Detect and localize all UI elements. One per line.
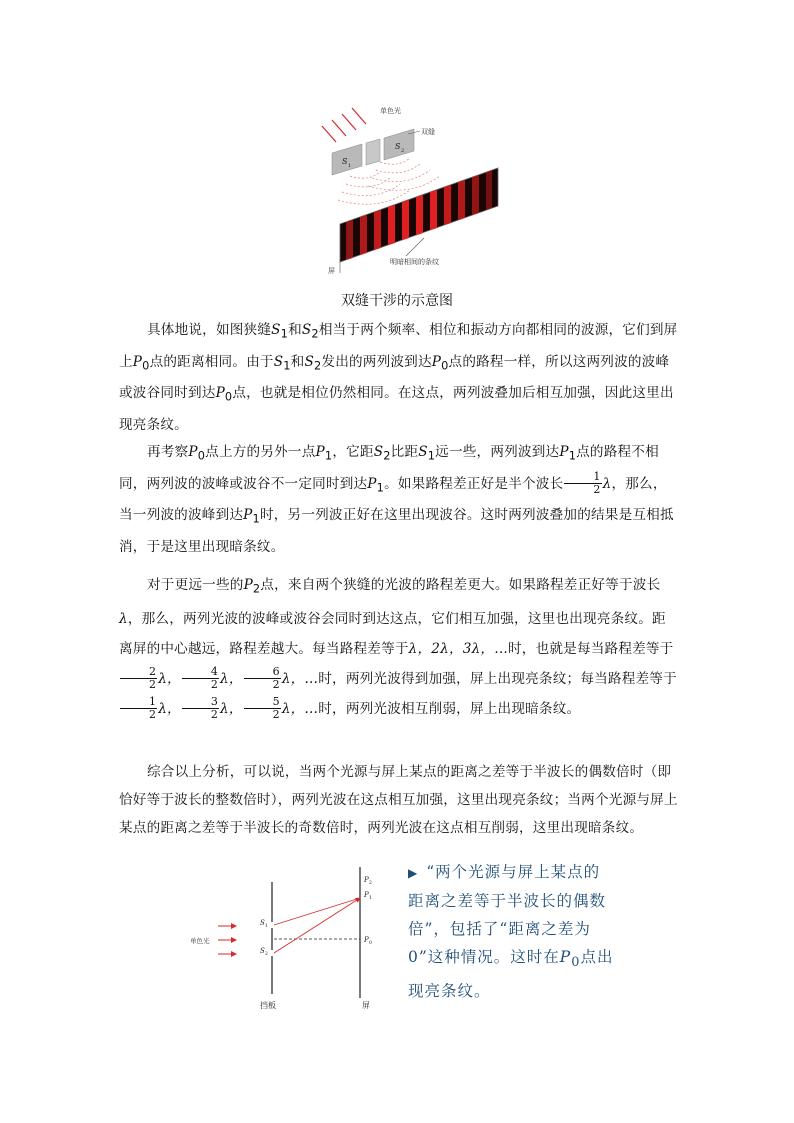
s2-label: S: [395, 142, 401, 151]
double-slit-label: 双缝: [421, 128, 435, 136]
p2-label: P: [364, 876, 369, 884]
svg-text:2: 2: [369, 881, 372, 886]
paragraph-3: 对于更远一些的$P_2$点，来自两个狭缝的光波的路程差更大。如果路程差正好等于波长λ，那么，两列光波的波峰或波谷会同时到达这点，它们相互加强，这里也出现亮条纹。距离屏的中心越远，路程差越大。每当路程差等于λ，2λ，3λ，…时，也就是每当路程差等于 $\frac{2}{2}$ λ， $\frac{4}{2}$ λ， $\frac{6}{2}$ λ，…时，两列光波得到加强，屏上出现亮条纹；每当路程差等于 $\frac{1}{2}$ λ， $\frac{3}{2}$ λ， $\frac{5}{2}$ λ，…时，两列光波相互削弱，屏上出现暗条纹。: [119, 577, 677, 722]
svg-text:2: 2: [401, 148, 405, 154]
paragraph-4: 综合以上分析，可以说，当两个光源与屏上某点的距离之差等于半波长的偶数倍时（即恰好等于波长的整数倍时），两列光波在这点相互加强，这里出现亮条纹；当两个光源与屏上某点的距离之差等于半波长的奇数倍时，两列光波在这点相互削弱，这里出现暗条纹。: [119, 764, 678, 836]
s1-label: S: [342, 157, 348, 166]
screen-label: 屏: [362, 1001, 370, 1010]
side-note: ▶ “两个光源与屏上某点的距离之差等于半波长的偶数倍”，包括了“距离之差为 0”这种情况。这时在$P_0$点出现亮条纹。: [408, 863, 614, 1001]
p1-label: P: [364, 891, 369, 899]
s2-label: S: [260, 947, 265, 955]
monochromatic-light-label: 单色光: [190, 937, 210, 945]
fringe-screen: [340, 168, 498, 262]
s1-label: S: [260, 919, 265, 927]
double-slit-interference-figure: [320, 98, 500, 278]
monochromatic-light-label: 单色光: [380, 107, 401, 115]
slit-geometry-figure: [190, 862, 400, 1012]
barrier-label: 挡板: [260, 1001, 276, 1010]
fraction-half: $\frac{1}{2}$: [564, 471, 601, 496]
paragraph-1: 具体地说，如图狭缝$S_1$和$S_2$相当于两个频率、相位和振动方向都相同的波源，它们到屏上$P_0$点的距离相同。由于$S_1$和$S_2$发出的两列波到达$P_0$点的路程一样，所以这两列波的波峰或波谷同时到达$P_0$点，也就是相位仍然相同。在这点，两列波叠加后相互加强，因此这里出现亮条纹。: [119, 322, 678, 434]
svg-text:1: 1: [369, 896, 372, 901]
path-lines: [274, 898, 360, 953]
svg-text:1: 1: [348, 163, 352, 169]
screen-label: 屏: [328, 267, 335, 275]
svg-text:2: 2: [265, 952, 268, 957]
paragraph-2: 再考察$P_0$点上方的另外一点$P_1$，它距$S_2$比距$S_1$远一些，两列波到达$P_1$点的路程不相同，两列波的波峰或波谷不一定同时到达$P_1$。如果路程差正好是半个波长 $\frac{1}{2}$ λ，那么，当一列波的波峰到达$P_1$时，另一列波正好在这里出现波谷。这时两列波叠加的结果是互相抵消，于是这里出现暗条纹。: [119, 444, 674, 556]
figure-caption: 双缝干涉的示意图: [341, 293, 453, 309]
p0-label: P: [364, 936, 369, 944]
triangle-bullet-icon: ▶: [408, 866, 419, 880]
incident-arrows: [218, 926, 236, 954]
svg-text:1: 1: [265, 924, 268, 929]
svg-text:0: 0: [369, 941, 372, 946]
fringes-label: 明暗相间的条纹: [390, 258, 439, 266]
incident-light-rays: [322, 108, 366, 142]
